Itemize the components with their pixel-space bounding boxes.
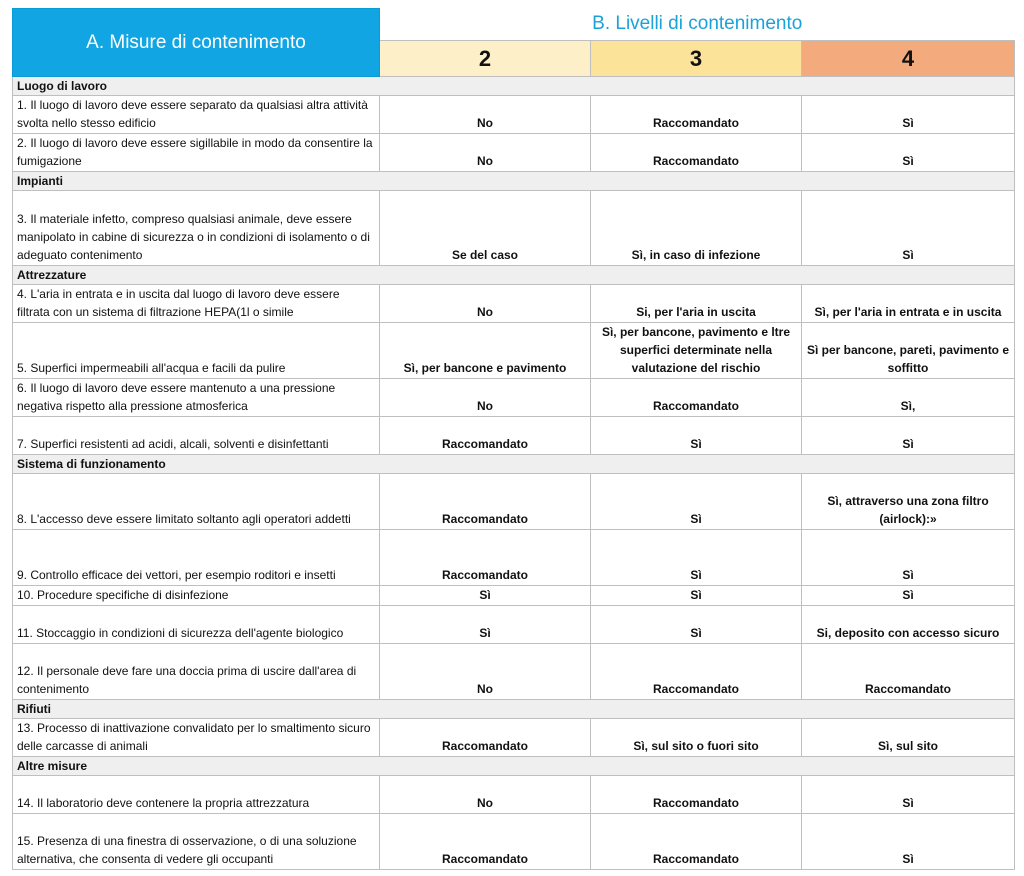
table-row <box>13 134 1015 172</box>
measure-description: 5. Superfici impermeabili all'acqua e facili da pulire <box>13 323 380 379</box>
table-row <box>13 644 1015 700</box>
section-title: Attrezzature <box>13 266 1015 285</box>
table-row <box>13 530 1015 586</box>
level-3-value: Sì <box>591 530 802 586</box>
level-2-value: No <box>380 644 591 700</box>
measure-description: 10. Procedure specifiche di disinfezione <box>13 586 380 606</box>
level-3-value: Sì, in caso di infezione <box>591 191 802 266</box>
level-4-value: Sì <box>802 417 1015 455</box>
level-2-value: Raccomandato <box>380 417 591 455</box>
measure-description: 14. Il laboratorio deve contenere la propria attrezzatura <box>13 776 380 814</box>
level-2-value: Sì <box>380 586 591 606</box>
level-4-value: Sì <box>802 586 1015 606</box>
level-4-header: 4 <box>802 41 1015 77</box>
level-4-value: Sì <box>802 530 1015 586</box>
level-4-value: Sì, attraverso una zona filtro (airlock):» <box>802 474 1015 530</box>
table-row <box>13 323 1015 379</box>
level-4-value: Sì <box>802 776 1015 814</box>
measure-description: 2. Il luogo di lavoro deve essere sigillabile in modo da consentire la fumigazione <box>13 134 380 172</box>
table-row <box>13 191 1015 266</box>
level-3-value: Sì <box>591 606 802 644</box>
level-3-value: Raccomandato <box>591 379 802 417</box>
table-row <box>13 285 1015 323</box>
section-row <box>13 266 1015 285</box>
measure-description: 13. Processo di inattivazione convalidato per lo smaltimento sicuro delle carcasse di animali <box>13 719 380 757</box>
section-title: Impianti <box>13 172 1015 191</box>
measure-description: 8. L'accesso deve essere limitato soltanto agli operatori addetti <box>13 474 380 530</box>
table-row <box>13 776 1015 814</box>
level-2-value: Raccomandato <box>380 719 591 757</box>
level-4-value: Sì <box>802 134 1015 172</box>
level-2-value: Se del caso <box>380 191 591 266</box>
level-4-value: Si, deposito con accesso sicuro <box>802 606 1015 644</box>
level-4-value: Sì <box>802 814 1015 870</box>
containment-table-container <box>12 8 1014 870</box>
section-row <box>13 172 1015 191</box>
level-3-value: Sì <box>591 474 802 530</box>
level-3-value: Sì <box>591 586 802 606</box>
header-b-title: B. Livelli di contenimento <box>380 9 1015 41</box>
section-title: Rifiuti <box>13 700 1015 719</box>
table-row <box>13 96 1015 134</box>
table-row <box>13 719 1015 757</box>
section-row <box>13 77 1015 96</box>
level-4-value: Raccomandato <box>802 644 1015 700</box>
measure-description: 1. Il luogo di lavoro deve essere separato da qualsiasi altra attività svolta nello stesso edificio <box>13 96 380 134</box>
level-2-value: No <box>380 379 591 417</box>
header-a-title: A. Misure di contenimento <box>13 9 380 77</box>
level-3-value: Sì, sul sito o fuori sito <box>591 719 802 757</box>
table-row <box>13 586 1015 606</box>
level-3-value: Si, per l'aria in uscita <box>591 285 802 323</box>
table-row <box>13 474 1015 530</box>
measure-description: 12. Il personale deve fare una doccia prima di uscire dall'area di contenimento <box>13 644 380 700</box>
level-3-value: Raccomandato <box>591 134 802 172</box>
measure-description: 15. Presenza di una finestra di osservazione, o di una soluzione alternativa, che consenta di vedere gli occupanti <box>13 814 380 870</box>
level-3-value: Sì <box>591 417 802 455</box>
table-row <box>13 814 1015 870</box>
level-3-value: Sì, per bancone, pavimento e ltre superfici determinate nella valutazione del rischio <box>591 323 802 379</box>
section-row <box>13 455 1015 474</box>
level-2-value: Raccomandato <box>380 530 591 586</box>
level-4-value: Sì <box>802 96 1015 134</box>
section-row <box>13 700 1015 719</box>
measure-description: 4. L'aria in entrata e in uscita dal luogo di lavoro deve essere filtrata con un sistema di filtrazione HEPA(1l o simile <box>13 285 380 323</box>
level-2-header: 2 <box>380 41 591 77</box>
level-2-value: No <box>380 96 591 134</box>
level-2-value: Raccomandato <box>380 814 591 870</box>
level-4-value: Sì, per l'aria in entrata e in uscita <box>802 285 1015 323</box>
level-4-value: Sì, <box>802 379 1015 417</box>
level-3-value: Raccomandato <box>591 814 802 870</box>
section-title: Luogo di lavoro <box>13 77 1015 96</box>
level-2-value: Sì <box>380 606 591 644</box>
level-4-value: Sì per bancone, pareti, pavimento e soffitto <box>802 323 1015 379</box>
level-3-value: Raccomandato <box>591 776 802 814</box>
measure-description: 6. Il luogo di lavoro deve essere mantenuto a una pressione negativa rispetto alla pressione atmosferica <box>13 379 380 417</box>
table-row <box>13 379 1015 417</box>
level-3-header: 3 <box>591 41 802 77</box>
level-3-value: Raccomandato <box>591 644 802 700</box>
level-2-value: No <box>380 776 591 814</box>
level-2-value: Sì, per bancone e pavimento <box>380 323 591 379</box>
section-title: Sistema di funzionamento <box>13 455 1015 474</box>
measure-description: 7. Superfici resistenti ad acidi, alcali, solventi e disinfettanti <box>13 417 380 455</box>
level-4-value: Sì, sul sito <box>802 719 1015 757</box>
table-row <box>13 417 1015 455</box>
containment-table <box>12 8 1015 870</box>
level-2-value: Raccomandato <box>380 474 591 530</box>
level-2-value: No <box>380 285 591 323</box>
level-4-value: Sì <box>802 191 1015 266</box>
measure-description: 3. Il materiale infetto, compreso qualsiasi animale, deve essere manipolato in cabine di sicurezza o in condizioni di isolamento o di adeguato contenimento <box>13 191 380 266</box>
measure-description: 9. Controllo efficace dei vettori, per esempio roditori e insetti <box>13 530 380 586</box>
level-2-value: No <box>380 134 591 172</box>
measure-description: 11. Stoccaggio in condizioni di sicurezza dell'agente biologico <box>13 606 380 644</box>
table-row <box>13 606 1015 644</box>
section-row <box>13 757 1015 776</box>
section-title: Altre misure <box>13 757 1015 776</box>
level-3-value: Raccomandato <box>591 96 802 134</box>
